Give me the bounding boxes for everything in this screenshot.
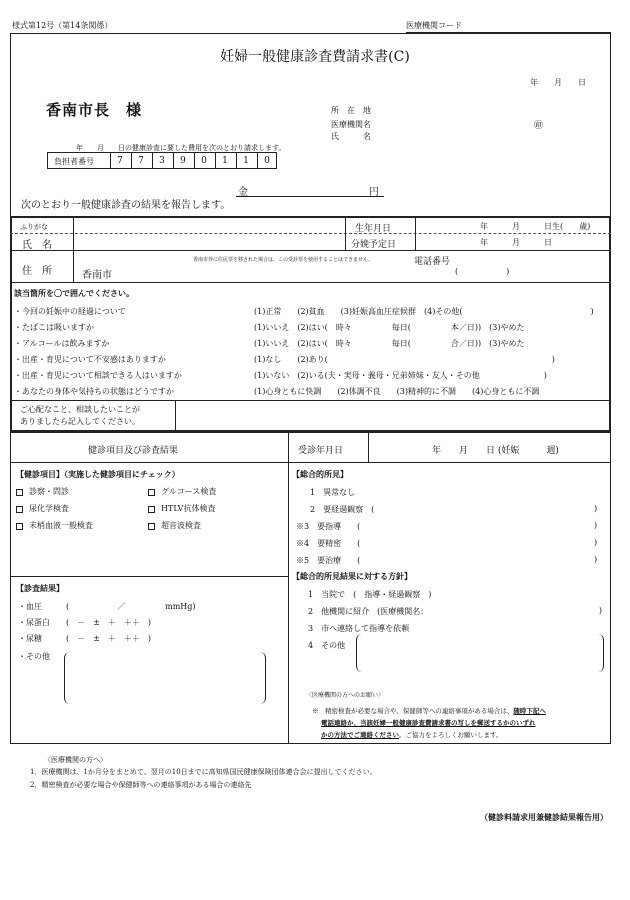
request-text: 年 月 日の健康診査に要した費用を次のとおり請求します。 xyxy=(76,144,286,152)
report-text: 次のとおり一般健康診査の結果を報告します。 xyxy=(21,200,231,211)
payer-digit: 0 xyxy=(194,153,213,169)
addressee: 香南市長 様 xyxy=(46,101,143,119)
seal-icon: ㊞ xyxy=(534,121,544,131)
payer-digit: 1 xyxy=(236,153,255,169)
city-name: 香南市 xyxy=(82,270,112,281)
exam-items-heading: 【健診項目】（実施した健診項目にチェック） xyxy=(16,469,180,479)
payer-digit: 1 xyxy=(215,153,234,169)
answer-options[interactable]: (1)いいえ (2)はい( 時々 毎日( 本／日)) (3)やめた xyxy=(254,323,525,332)
finding-item[interactable]: ※3 要指導 ( xyxy=(296,522,361,531)
policy-heading: 【総合的所見結果に対する方針】 xyxy=(292,571,412,581)
checkbox-icon[interactable] xyxy=(148,506,155,513)
address-label: 所 在 地 xyxy=(331,106,371,115)
payer-digit: 3 xyxy=(152,153,171,169)
checkbox-icon[interactable] xyxy=(148,523,155,530)
policy-item[interactable]: 3 市へ連絡して指導を依頼 xyxy=(308,624,410,633)
footer-line-2: 2．精密検査が必要な場合や保健師等への連絡事項がある場合の連絡先 xyxy=(30,781,252,789)
due-date-value: 年 月 日 xyxy=(480,238,552,247)
policy-close: ) xyxy=(598,606,602,615)
concern-line-2: ありましたら記入してください。 xyxy=(20,417,140,426)
question-text: ・今回の妊娠中の経過について xyxy=(14,307,126,316)
concern-line-1: ご心配なこと、相談したいことが xyxy=(20,405,140,414)
other-label: ・その他 xyxy=(18,652,50,661)
answer-options[interactable]: (1)心身ともに快調 (2)体調不良 (3)精神的に不調 (4)心身ともに不調 xyxy=(254,387,540,396)
note-line-2: 電話連絡か、当該妊婦一般健康診査費請求書の写しを郵送するかのいずれ xyxy=(321,719,536,727)
exam-check-label: 尿化学検査 xyxy=(29,504,69,513)
exam-check-label: HTLV抗体検査 xyxy=(161,504,216,513)
payer-digit: 9 xyxy=(173,153,192,169)
exam-check-item[interactable] xyxy=(16,520,93,531)
answer-options[interactable]: (1)なし (2)あり( ) xyxy=(254,355,555,364)
checkbox-icon[interactable] xyxy=(16,506,23,513)
policy-item[interactable]: 2 他機関に紹介 (医療機関名： xyxy=(308,607,429,616)
finding-item[interactable]: ※5 要治療 ( xyxy=(296,556,361,565)
question-text: ・アルコールは飲みますか xyxy=(14,339,110,348)
exam-check-label: 超音波検査 xyxy=(161,521,201,530)
patient-name-label: 氏 名 xyxy=(22,240,52,251)
visit-date-value: 年 月 日 (妊娠 週) xyxy=(432,446,559,456)
amount-field[interactable] xyxy=(236,196,384,197)
footer-label: 〈医療機関の方へ〉 xyxy=(44,756,107,764)
form-number: 様式第12号（第14条関係） xyxy=(12,21,113,30)
exam-check-item[interactable] xyxy=(148,503,215,514)
finding-close-paren: ) xyxy=(594,538,598,547)
visit-date-label: 受診年月日 xyxy=(298,446,344,456)
exam-items-header: 健診項目及び診査結果 xyxy=(88,446,179,456)
note-line-3: かの方法でご連絡ください。ご協力をよろしくお願いします。 xyxy=(321,731,503,739)
checkbox-icon[interactable] xyxy=(16,489,23,496)
protein-value: ( － ± ＋ ＋＋ ) xyxy=(66,618,151,627)
page-title: 妊婦一般健康診査費請求書(C) xyxy=(220,49,410,65)
name-label: 氏 名 xyxy=(331,132,371,141)
due-date-label: 分娩予定日 xyxy=(351,240,397,250)
amount-prefix: 金 xyxy=(238,187,248,198)
finding-close-paren: ) xyxy=(594,555,598,564)
finding-item[interactable]: 2 要経過観察 ( xyxy=(310,505,375,514)
bp-value: ( ／ mmHg) xyxy=(66,602,196,611)
address-label-patient: 住 所 xyxy=(22,266,52,277)
findings-heading: 【総合的所見】 xyxy=(292,469,348,479)
phone-label: 電話番号 xyxy=(414,257,451,267)
finding-item[interactable]: 1 異常なし xyxy=(310,488,356,497)
phone-paren: ( ) xyxy=(455,267,510,276)
furigana-label: ふりがな xyxy=(20,223,48,231)
question-text: ・たばこは吸いますか xyxy=(14,323,94,332)
question-text: ・出産・育児について不安感はありますか xyxy=(14,355,166,364)
policy-item[interactable]: 1 当院で ( 指導・経過観察 ) xyxy=(308,590,432,599)
amount-suffix: 円 xyxy=(369,187,379,198)
institution-name-label: 医療機関名 xyxy=(331,120,371,129)
sugar-value: ( － ± ＋ ＋＋ ) xyxy=(66,634,151,643)
policy-item[interactable]: 4 その他 xyxy=(308,641,346,650)
question-heading: 該当箇所を〇で囲んでください。 xyxy=(14,288,134,298)
payer-digit: 7 xyxy=(131,153,150,169)
finding-close-paren: ) xyxy=(594,504,598,513)
answer-options[interactable]: (1)いいえ (2)はい( 時々 毎日( 合／日)) (3)やめた xyxy=(254,339,525,348)
address-note: 香南市外に住民票を移された場合は、この受診票を使用することはできません。 xyxy=(193,257,374,263)
answer-options[interactable]: (1)いない (2)いる(夫・実母・義母・兄弟姉妹・友人・その他 ) xyxy=(254,371,547,380)
payer-number-label: 負担者番号 xyxy=(54,157,94,166)
answer-options[interactable]: (1)正常 (2)貧血 (3)妊娠高血圧症候群 (4)その他( ) xyxy=(254,307,594,316)
note-label: 〈医療機関の方へのお願い〉 xyxy=(306,692,385,699)
document-type: （健診料請求用兼健診結果報告用） xyxy=(480,812,608,822)
bp-label: ・血圧 xyxy=(18,602,42,611)
exam-check-item[interactable] xyxy=(148,520,201,531)
exam-check-label: グルコース検査 xyxy=(161,487,217,496)
protein-label: ・尿蛋白 xyxy=(18,618,50,627)
sugar-label: ・尿糖 xyxy=(18,634,42,643)
question-text: ・出産・育児について相談できる人はいますか xyxy=(14,371,182,380)
payer-number-box xyxy=(47,152,277,169)
question-text: ・あなたの身体や気持ちの状態はどうですか xyxy=(14,387,174,396)
exam-check-item[interactable] xyxy=(16,486,69,497)
results-heading: 【診査結果】 xyxy=(16,583,64,593)
request-date: 年 月 日 xyxy=(530,78,586,87)
payer-digit: 0 xyxy=(257,153,276,169)
finding-close-paren: ) xyxy=(594,521,598,530)
policy-other-bracket[interactable] xyxy=(356,634,604,672)
institution-code-label: 医療機関コード xyxy=(406,21,462,30)
exam-check-item[interactable] xyxy=(16,503,69,514)
birth-value: 年 月 日生( 歳) xyxy=(480,222,591,231)
checkbox-icon[interactable] xyxy=(148,489,155,496)
other-bracket[interactable] xyxy=(64,652,266,704)
exam-check-label: 診察・問診 xyxy=(29,487,69,496)
checkbox-icon[interactable] xyxy=(16,523,23,530)
payer-digit: 7 xyxy=(110,153,129,169)
finding-item[interactable]: ※4 要精密 ( xyxy=(296,539,361,548)
exam-check-item[interactable] xyxy=(148,486,216,497)
note-line-1: ※ 精密検査が必要な場合や、保健師等への連絡事項がある場合は、随時下記へ xyxy=(312,707,546,715)
exam-check-label: 末梢血液一般検査 xyxy=(29,521,93,530)
birth-label: 生年月日 xyxy=(355,224,392,234)
footer-line-1: 1．医療機関は、1か月分をまとめて、翌月の10日までに高知県国民健康保険団体連合会に提出してください。 xyxy=(30,768,377,776)
